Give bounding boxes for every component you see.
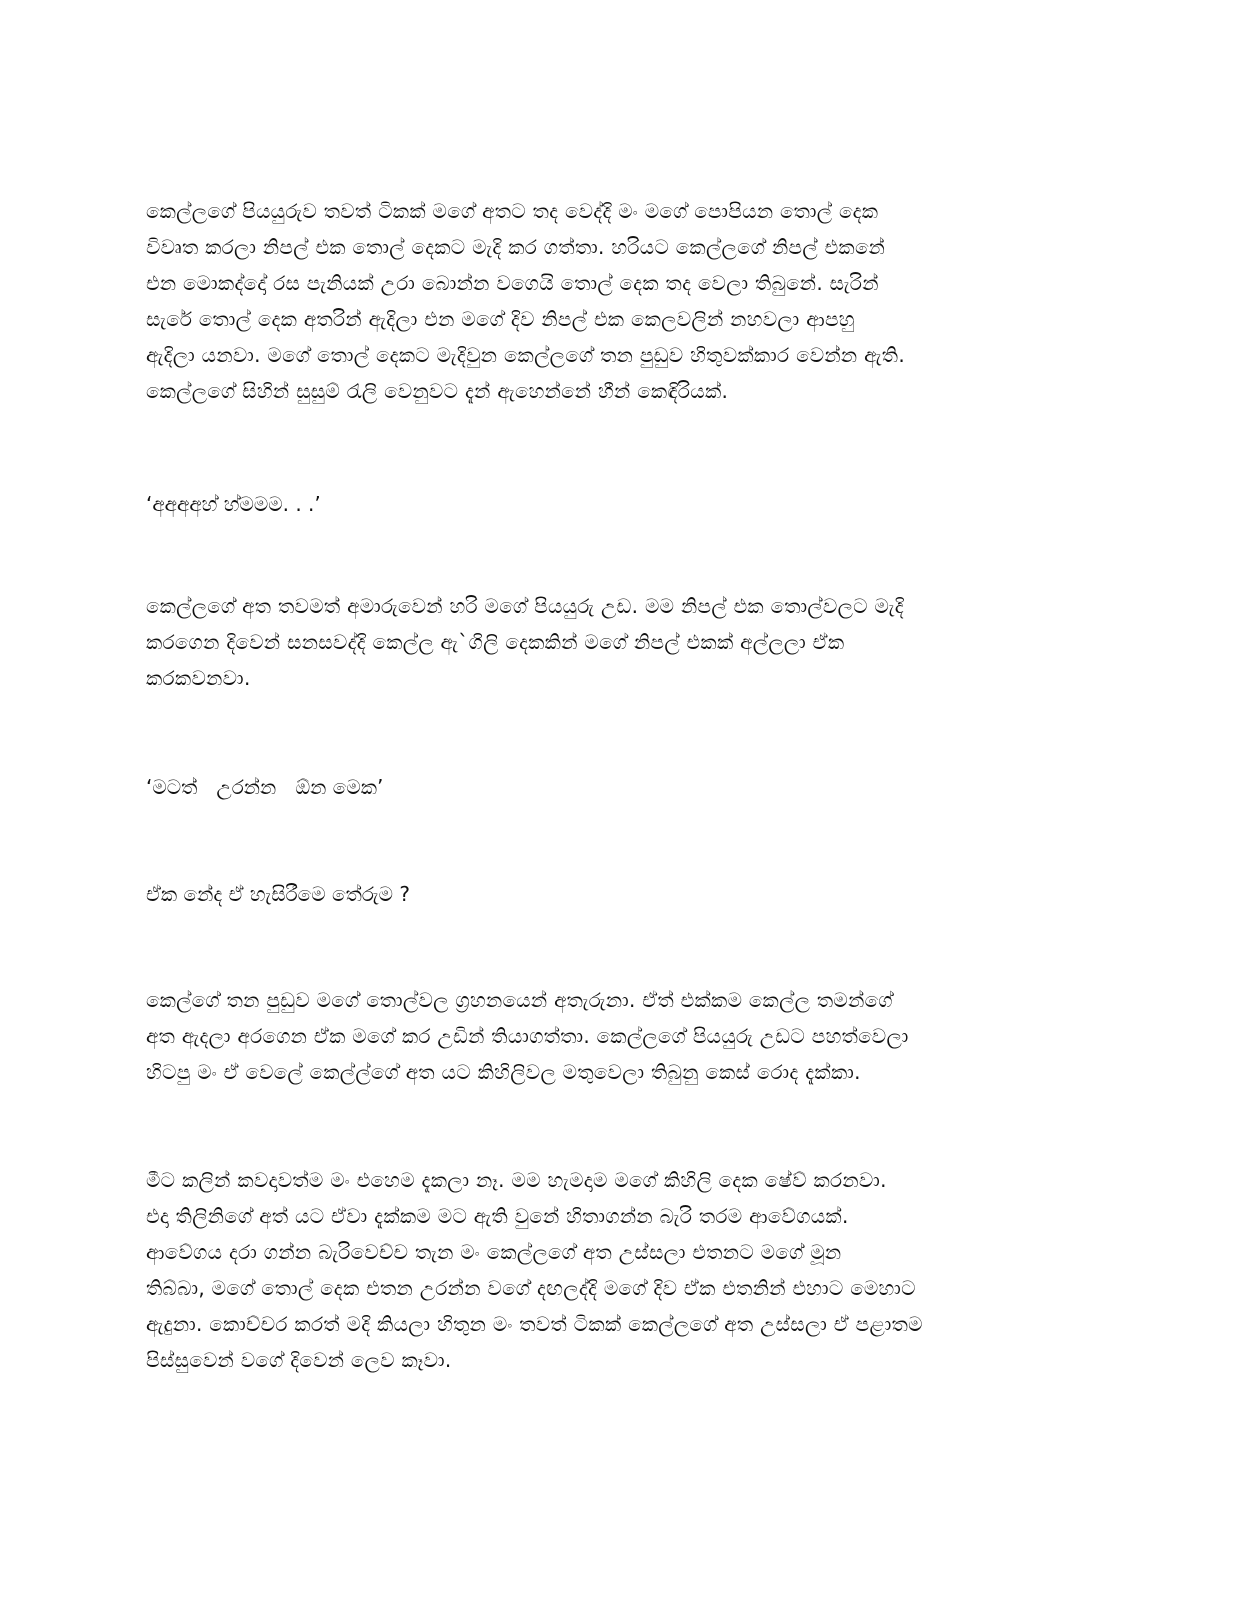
paragraph-line: හිටපු මං ඒ වෙලේ කෙල්ල්ගේ අත යට කිහිලිවල මතුවෙලා තිබුනු කෙස් රොද දැක්කා.: [146, 1060, 861, 1084]
paragraph-line: කෙල්ගේ තන පුඩුව මගේ තොල්වල ග්‍රහනයෙන් අතැරුනා. ඒත් එක්කම කෙල්ල තමන්ගේ: [146, 988, 893, 1012]
paragraph-line: තිබ්බා, මගේ තොල් දෙක එතන උරන්න වගේ දඟලද්දි මගේ දිව ඒක එතනින් එහාට මෙහාට: [146, 1276, 916, 1300]
question-line: ඒක නේද ඒ හැසිරීමෙ තේරුම ?: [146, 882, 410, 906]
paragraph-4: [146, 1162, 1066, 1378]
paragraph-line: පිස්සුවෙන් වගේ දිවෙන් ලෙව කෑවා.: [146, 1348, 452, 1372]
paragraph-line: ආවේගය දරා ගන්න බැරිවෙච්ච තැන මං කෙල්ලගේ අත උස්සලා එතනට මගේ මූන: [146, 1240, 842, 1264]
paragraph-line: කෙල්ලගේ අත තවමත් අමාරුවෙන් හරි මගේ පියයුරු උඩ. මම නිපල් එක තොල්වලට මැදි: [146, 594, 904, 618]
dialogue-2: ‘මටත් උරන්න ඕන මෙක’: [146, 775, 384, 799]
paragraph-line: අත ඇදලා අරගෙන ඒක මගේ කර උඩින් තියාගත්තා. කෙල්ලගේ පියයුරු උඩට පහත්වෙලා: [146, 1024, 909, 1048]
paragraph-1: [146, 193, 1066, 409]
paragraph-line: ඇදුනා. කොච්චර කරත් මදි කියලා හිතුන මං තවත් ටිකක් කෙල්ලගේ අත උස්සලා ඒ පළාතම: [146, 1312, 923, 1336]
paragraph-line: විවෘත කරලා නිපල් එක තොල් දෙකට මැදි කර ගත්තා. හරියට කෙල්ලගේ නිපල් එකනේ: [146, 235, 886, 259]
paragraph-line: එදා තිලිනිගේ අත් යට ඒවා දැක්කම මට ඇති වුනේ හිතාගන්න බැරි තරම ආවේගයක්.: [146, 1204, 849, 1228]
paragraph-line: කෙල්ලගේ සිහින් සුසුම් රැලි වෙනුවට දැන් ඇහෙන්නේ හීන් කෙඳිරියක්.: [146, 379, 729, 403]
paragraph-line: කෙල්ලගේ පියයුරුව තවත් ටිකක් මගේ අතට තද වෙද්දි මං මගේ පොපියන තොල් දෙක: [146, 199, 879, 223]
paragraph-line: කරගෙන දිවෙන් සනසවද්දි කෙල්ල ඇ`ගිලි දෙකකින් මගේ නිපල් එකක් අල්ලලා ඒක: [146, 630, 845, 654]
paragraph-line: ඇදිලා යනවා. මගේ තොල් දෙකට මැදිවුන කෙල්ලගේ තන පුඩුව හිතුවක්කාර වෙන්න ඇති.: [146, 343, 905, 367]
paragraph-line: එන මොකද්දෝ රස පැනියක් උරා බොන්න වගෙයි තොල් දෙක තද වෙලා තිබුනේ. සැරින්: [146, 271, 879, 295]
paragraph-2: [146, 588, 1066, 696]
paragraph-line: මීට කලින් කවදාවත්ම මං එහෙම දැකලා නෑ. මම හැමදාම මගේ කිහිලි දෙක ෂේව් කරනවා.: [146, 1168, 887, 1192]
paragraph-line: කරකවනවා.: [146, 666, 251, 690]
paragraph-3: [146, 982, 1066, 1090]
dialogue-1: ‘අඅඅඅහ් හ්මමම. . .’: [146, 492, 321, 516]
paragraph-line: සැරේ තොල් දෙක අතරින් ඇදිලා එන මගේ දිව නිපල් එක කෙලවලින් නහවලා ආපහු: [146, 307, 855, 331]
